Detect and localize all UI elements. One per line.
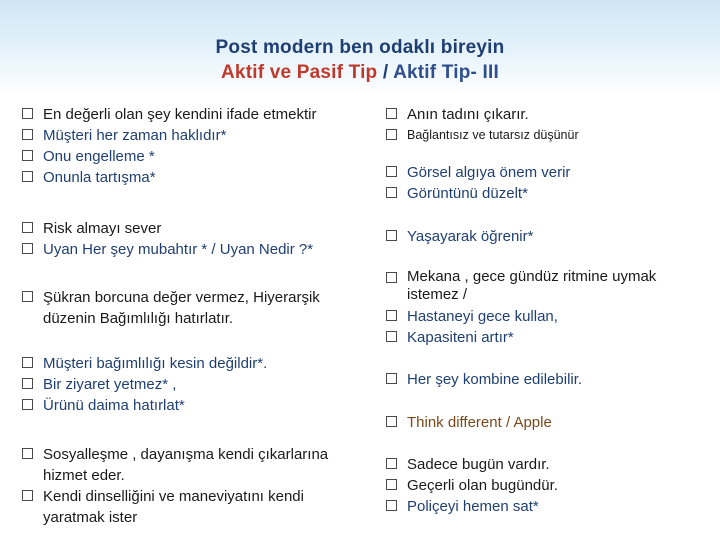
slide-subtitle (0, 62, 720, 84)
bullet-box-icon (22, 129, 33, 140)
right-group-1 (386, 104, 716, 144)
bullet-box-icon (386, 166, 397, 177)
bullet-box-icon (22, 378, 33, 389)
right-group-6 (386, 412, 716, 433)
bullet-box-icon (386, 479, 397, 490)
bullet-box-icon (386, 129, 397, 140)
list-item: Uyan Her şey mubahtır * / Uyan Nedir ?* (22, 239, 367, 260)
bullet-box-icon (22, 291, 33, 302)
list-item: Onu engelleme * (22, 146, 367, 167)
list-item: Sadece bugün vardır. (386, 454, 716, 475)
list-item: Poliçeyi hemen sat* (386, 496, 716, 517)
list-item: Görsel algıya önem verir (386, 162, 716, 183)
list-item: Ürünü daima hatırlat* (22, 395, 367, 416)
right-group-5 (386, 369, 716, 390)
bullet-box-icon (386, 272, 397, 283)
bullet-box-icon (386, 187, 397, 198)
bullet-box-icon (22, 243, 33, 254)
subtitle-separator: / (377, 62, 394, 83)
list-item: Görüntünü düzelt* (386, 183, 716, 204)
left-group-2 (22, 218, 367, 260)
slide-title: Post modern ben odaklı bireyin (215, 37, 505, 58)
bullet-box-icon (22, 150, 33, 161)
list-item: Müşteri her zaman haklıdır* (22, 125, 367, 146)
list-item: Hastaneyi gece kullan, (386, 306, 716, 327)
right-group-4 (386, 268, 716, 348)
subtitle-blue: Aktif Tip- III (393, 62, 499, 83)
subtitle-red: Aktif ve Pasif Tip (221, 62, 378, 83)
left-group-5 (22, 444, 372, 528)
list-item: Onunla tartışma* (22, 167, 367, 188)
bullet-box-icon (386, 416, 397, 427)
right-group-2 (386, 162, 716, 204)
bullet-box-icon (386, 458, 397, 469)
list-item: Anın tadını çıkarır. (386, 104, 716, 125)
bullet-box-icon (22, 399, 33, 410)
list-item: Şükran borcuna değer vermez, Hiyerarşik düzenin Bağımlılığı hatırlatır. (22, 287, 367, 329)
list-item: Kapasiteni artır* (386, 327, 716, 348)
bullet-box-icon (22, 171, 33, 182)
bullet-box-icon (22, 448, 33, 459)
bullet-box-icon (386, 108, 397, 119)
list-item: En değerli olan şey kendini ifade etmektir (22, 104, 367, 125)
left-group-3 (22, 287, 367, 329)
left-group-4 (22, 353, 367, 416)
list-item: Mekana , gece gündüz ritmine uymak istemez / (386, 268, 716, 304)
bullet-box-icon (22, 357, 33, 368)
list-item: Her şey kombine edilebilir. (386, 369, 716, 390)
list-item: Bağlantısız ve tutarsız düşünür (386, 126, 716, 144)
list-item: Yaşayarak öğrenir* (386, 226, 716, 247)
left-group-1 (22, 104, 367, 188)
bullet-box-icon (22, 222, 33, 233)
bullet-box-icon (22, 108, 33, 119)
list-item: Müşteri bağımlılığı kesin değildir*. (22, 353, 367, 374)
list-item: Sosyalleşme , dayanışma kendi çıkarlarına hizmet eder. (22, 444, 372, 486)
bullet-box-icon (386, 500, 397, 511)
bullet-box-icon (386, 373, 397, 384)
right-group-7 (386, 454, 716, 517)
list-item: Think different / Apple (386, 412, 716, 433)
bullet-box-icon (386, 230, 397, 241)
list-item: Bir ziyaret yetmez* , (22, 374, 367, 395)
bullet-box-icon (22, 490, 33, 501)
bullet-box-icon (386, 331, 397, 342)
list-item: Geçerli olan bugündür. (386, 475, 716, 496)
list-item: Risk almayı sever (22, 218, 367, 239)
bullet-box-icon (386, 310, 397, 321)
right-group-3 (386, 226, 716, 247)
list-item: Kendi dinselliğini ve maneviyatını kendi yaratmak ister (22, 486, 372, 528)
